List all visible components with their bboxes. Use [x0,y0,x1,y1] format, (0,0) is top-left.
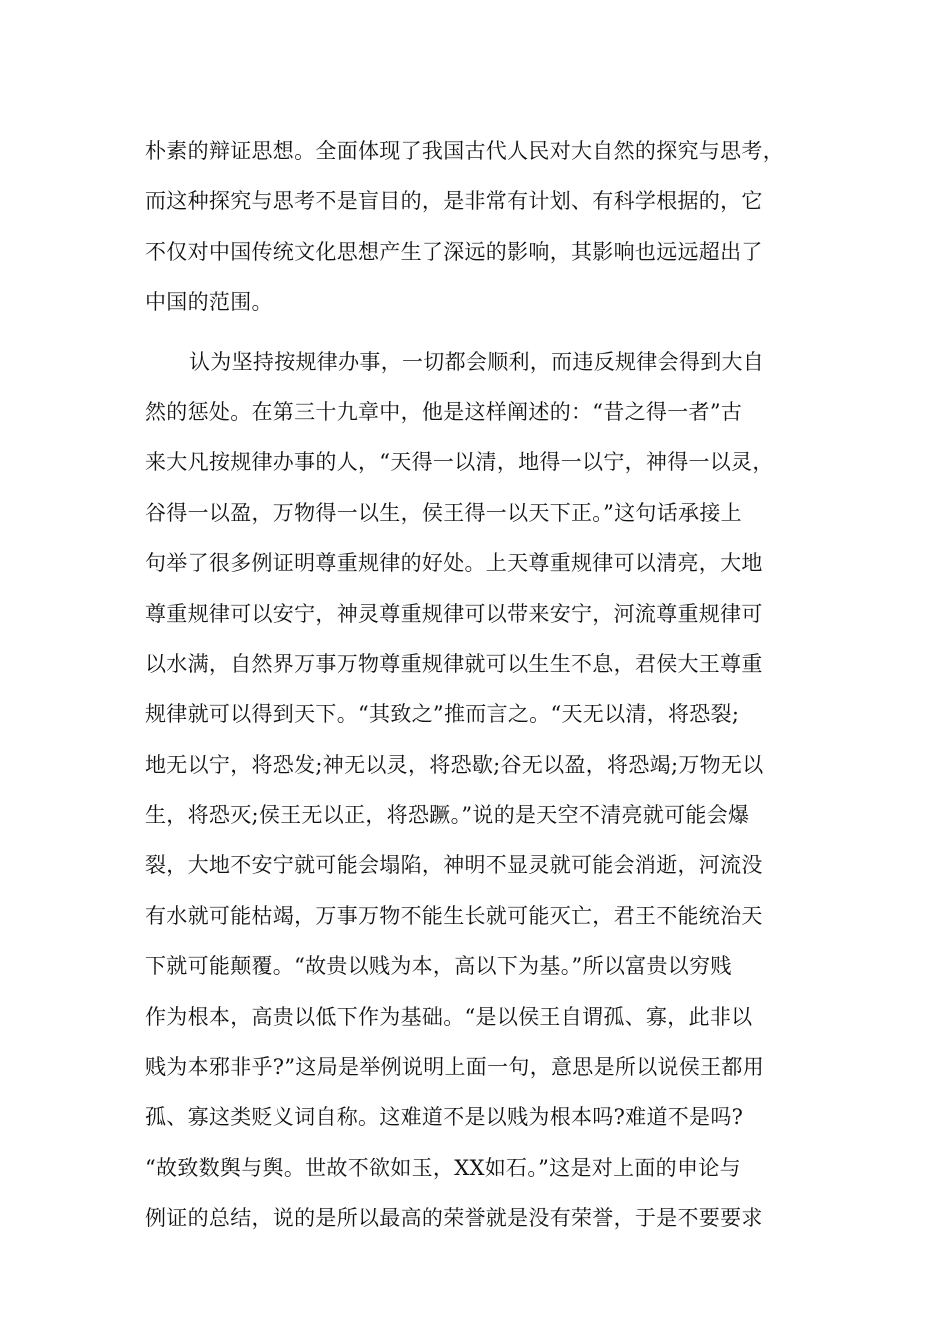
paragraph-gap [145,328,815,337]
text-line: 来大凡按规律办事的人，“天得一以清，地得一以宁，神得一以灵， [145,450,774,475]
text-line: 规律就可以得到天下。“其致之”推而言之。“天无以清，将恐裂; [145,702,740,727]
text-line: 有水就可能枯竭，万事万物不能生长就可能灭亡，君王不能统治天 [145,903,763,928]
text-line: 生，将恐灭;侯王无以正，将恐蹶。”说的是天空不清亮就可能会爆 [145,803,750,828]
paragraph-1 [145,126,815,328]
text-line: 贱为本邪非乎?”这局是举例说明上面一句，意思是所以说侯王都用 [145,1055,764,1080]
text-line: 裂，大地不安宁就可能会塌陷，神明不显灵就可能会消逝，河流没 [145,853,763,878]
text-line: 朴素的辩证思想。全面体现了我国古代人民对大自然的探究与思考， [145,139,784,163]
text-line: 中国的范围。 [145,290,273,315]
text-line: 不仅对中国传统文化思想产生了深远的影响，其影响也远远超出了 [145,239,763,264]
text-line: 例证的总结，说的是所以最高的荣誉就是没有荣誉，于是不要要求 [145,1206,763,1231]
body-text [145,126,815,1244]
text-line: 谷得一以盈，万物得一以生，侯王得一以天下正。”这句话承接上 [145,500,742,525]
text-line: 而这种探究与思考不是盲目的，是非常有计划、有科学根据的，它 [145,189,763,214]
text-line: 然的惩处。在第三十九章中，他是这样阐述的：“昔之得一者”古 [145,399,743,424]
text-line: 作为根本，高贵以低下作为基础。“是以侯王自谓孤、寡，此非以 [145,1004,753,1029]
text-line: 认为坚持按规律办事，一切都会顺利，而违反规律会得到大自 [189,349,765,374]
text-line: 以水满，自然界万事万物尊重规律就可以生生不息，君侯大王尊重 [145,651,763,676]
text-line: “故致数舆与舆。世故不欲如玉，XX如石。”这是对上面的申论与 [145,1155,741,1180]
text-line: 孤、寡这类贬义词自称。这难道不是以贱为根本吗?难道不是吗? [145,1105,744,1130]
text-line: 句举了很多例证明尊重规律的好处。上天尊重规律可以清亮，大地 [145,551,763,576]
paragraph-2 [145,337,815,1244]
text-line: 尊重规律可以安宁，神灵尊重规律可以带来安宁，河流尊重规律可 [145,601,763,626]
text-line: 地无以宁，将恐发;神无以灵，将恐歇;谷无以盈，将恐竭;万物无以 [145,752,764,777]
text-line: 下就可能颠覆。“故贵以贱为本，高以下为基。”所以富贵以穷贱 [145,954,732,979]
